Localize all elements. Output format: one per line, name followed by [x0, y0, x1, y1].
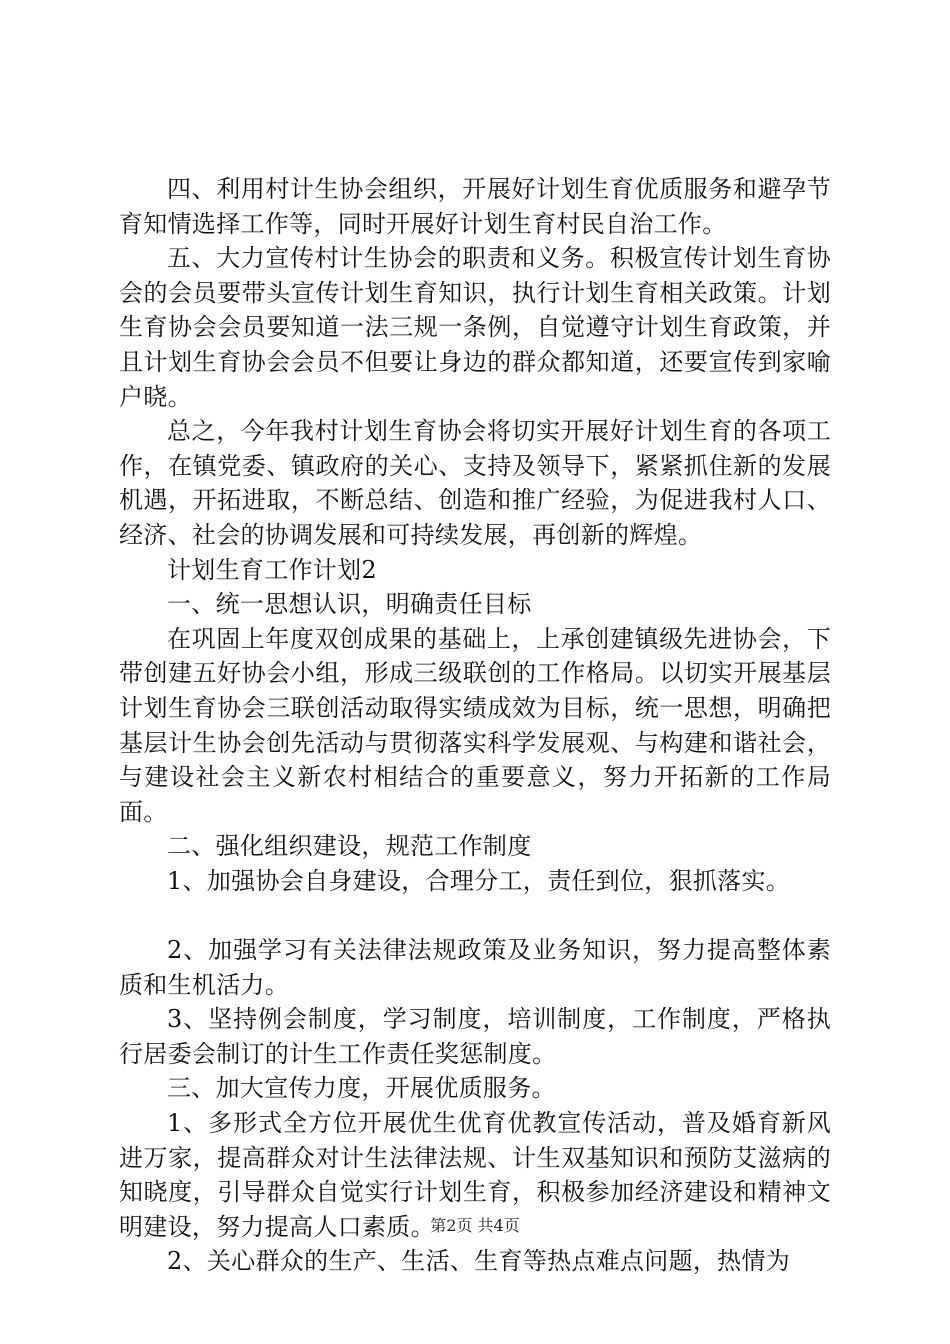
paragraph-publicity-1: 1、多形式全方位开展优生优育优教宣传活动，普及婚育新风进万家，提高群众对计生法律法规、计生双基知识和预防艾滋病的知晓度，引导群众自觉实行计划生育，积极参加经济建设和精神文明建设，努力提高人口素质。	[119, 1109, 831, 1241]
paragraph-item-3: 3、坚持例会制度，学习制度，培训制度，工作制度，严格执行居委会制订的计生工作责任奖惩制度。	[119, 1005, 831, 1068]
heading-organization: 二、强化组织建设，规范工作制度	[167, 832, 532, 861]
document-body	[119, 172, 831, 1279]
paragraph-publicity-2: 2、关心群众的生产、生活、生育等热点难点问题，热情为	[167, 1247, 791, 1276]
page-footer: 第2页 共4页	[430, 1216, 520, 1235]
paragraph-item-1: 1、加强协会自身建设，合理分工，责任到位，狠抓落实。	[167, 866, 791, 895]
section-title-plan-2: 计划生育工作计划2	[167, 555, 377, 584]
paragraph-section-4: 四、利用村计生协会组织，开展好计划生育优质服务和避孕节育知情选择工作等，同时开展好计划生育村民自治工作。	[119, 175, 831, 238]
heading-unify-thinking: 一、统一思想认识，明确责任目标	[167, 590, 532, 619]
heading-publicity: 三、加大宣传力度，开展优质服务。	[167, 1074, 556, 1103]
blank-line	[119, 898, 831, 933]
paragraph-item-2: 2、加强学习有关法律法规政策及业务知识，努力提高整体素质和生机活力。	[119, 936, 831, 999]
paragraph-consolidate: 在巩固上年度双创成果的基础上，上承创建镇级先进协会，下带创建五好协会小组，形成三级联创的工作格局。以切实开展基层计划生育协会三联创活动取得实绩成效为目标，统一思想，明确把基层计生协会创先活动与贯彻落实科学发展观、与构建和谐社会，与建设社会主义新农村相结合的重要意义，努力开拓新的工作局面。	[119, 624, 831, 826]
paragraph-section-5: 五、大力宣传村计生协会的职责和义务。积极宣传计划生育协会的会员要带头宣传计划生育知识，执行计划生育相关政策。计划生育协会会员要知道一法三规一条例，自觉遵守计划生育政策，并且计划生育协会会员不但要让身边的群众都知道，还要宣传到家喻户晓。	[119, 244, 831, 411]
paragraph-summary: 总之，今年我村计划生育协会将切实开展好计划生育的各项工作，在镇党委、镇政府的关心、支持及领导下，紧紧抓住新的发展机遇，开拓进取，不断总结、创造和推广经验，为促进我村人口、经济、社会的协调发展和可持续发展，再创新的辉煌。	[119, 417, 831, 549]
